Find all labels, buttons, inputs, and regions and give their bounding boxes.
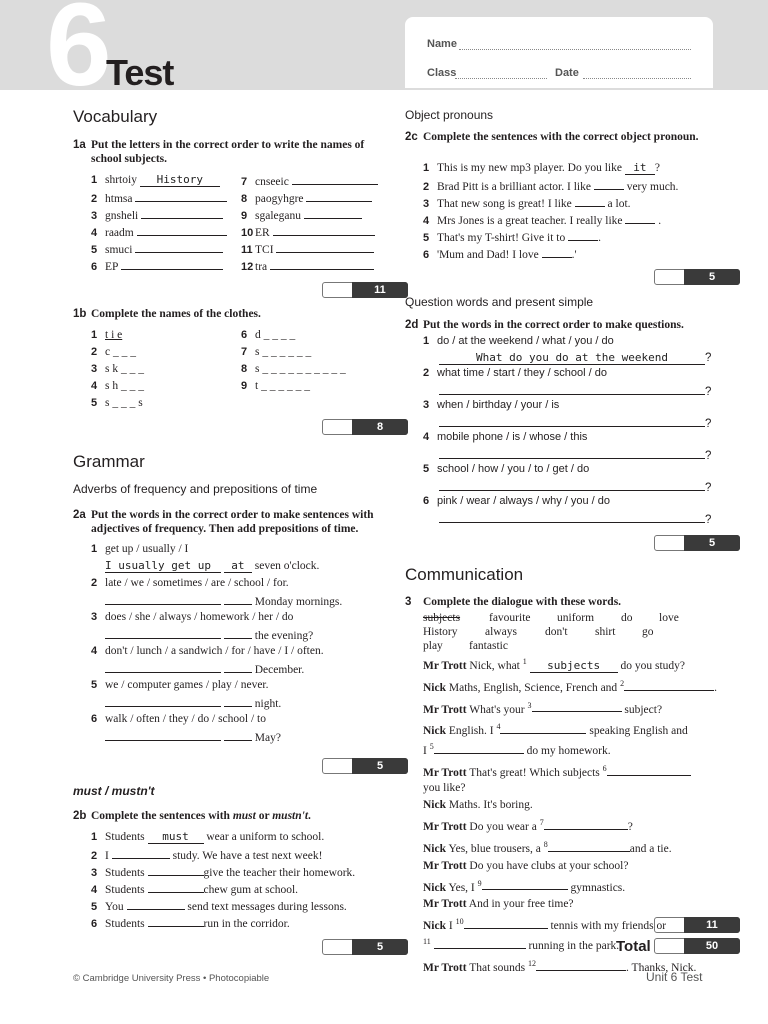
object-pronouns-subheading: Object pronouns (405, 108, 494, 122)
grammar-heading: Grammar (73, 452, 145, 471)
word-box (423, 611, 723, 653)
class-field[interactable] (455, 78, 547, 79)
dialogue-line: Nick I $^{10}$ tennis with my friends or (423, 917, 667, 933)
list-item: 8 paogyhgre (241, 189, 386, 206)
word-item: uniform (557, 612, 595, 624)
answer-field[interactable] (135, 240, 223, 253)
list-item: 3 Students give the teacher their homework. (91, 863, 391, 880)
answer-field[interactable] (148, 863, 204, 876)
word-item: History (423, 626, 458, 638)
answer-field[interactable] (135, 189, 227, 202)
exercise-2a-list: 1 get up / usually / I I usually get up at seven o'clock. 2 late / we / sometimes / are / school / for. Monday mornings. 3 does / she / always / homework / her / do the evening? 4 don't / lunch / a sandwich / for / have / I / often. December. 5 we / computer games / play / never. night. 6 walk / often / they / do / school / to May? (91, 541, 391, 745)
list-item: 5 we / computer games / play / never. (91, 679, 269, 691)
dialogue-line: Mr Trott Do you wear a $^7$ ? (423, 817, 633, 833)
list-item: 6 pink / wear / always / why / you / do (423, 495, 611, 507)
word-item: favourite (489, 612, 531, 624)
answer-field[interactable] (306, 189, 372, 202)
list-item: 9 sgaleganu (241, 206, 386, 223)
instruction-1a: 1a Put the letters in the correct order to write the names of school subjects. (73, 139, 365, 165)
answer-field[interactable] (148, 880, 204, 893)
list-item: 6 Students run in the corridor. (91, 914, 391, 931)
answer-field[interactable] (137, 223, 227, 236)
list-item: 4 raadm (91, 223, 236, 240)
list-item: 6 'Mum and Dad! I love .' (423, 245, 723, 262)
answer-field[interactable]: What do you do at the weekend (439, 352, 705, 365)
list-item: 4 don't / lunch / a sandwich / for / have / I / often. (91, 645, 324, 657)
answer-field[interactable] (568, 228, 598, 241)
list-item: 6 d _ _ _ _ (241, 329, 296, 341)
list-item: 6 EP (91, 257, 236, 274)
answer-field[interactable] (536, 958, 626, 971)
answer-field[interactable]: I usually get up (105, 560, 221, 573)
dialogue-line: Mr Trott Do you have clubs at your school? (423, 859, 629, 872)
word-item: love (659, 612, 679, 624)
list-item: 6 walk / often / they / do / school / to (91, 713, 266, 725)
page-title: Test (106, 52, 174, 93)
dialogue: Mr Trott Nick, what $^1$ subjects do you study? Nick Maths, English, Science, French and $^2$ . Mr Trott What's your $^3$ subject? Nick English. I $^4$ speaking English and I $^5$ do my homework. Mr Trott That's great! Which subjects $^6$ you like? Nick Maths. It's boring. Mr Trott Do you wear a $^7$ ? Nick Yes, blue trousers, a $^8$ and a tie. Mr Trott Do you have clubs at your school? Nick Yes, I $^9$ gymnastics. Mr Trott And in your free time? Nick I $^{10}$ tennis with my friends or $^{11}$ running in the park. Mr Trott That sounds $^{12}$ . Thanks, Nick. (423, 654, 723, 976)
preposition-field[interactable]: at (224, 560, 252, 573)
answer-field[interactable] (439, 478, 705, 491)
word-item: do (621, 612, 633, 624)
list-item: 4 mobile phone / is / whose / this (423, 431, 588, 443)
instruction-2c: 2c Complete the sentences with the correct object pronoun. (405, 131, 699, 143)
exercise-2d-list: 1 do / at the weekend / what / you / do What do you do at the weekend ? 2 what time / start / they / school / do ? 3 when / birthday / your / is ? 4 mobile phone / is / whose / this ? 5 school / how / you / to / get / do ? 6 pink / wear / always / why / you / do ? (423, 333, 723, 527)
word-item: play (423, 640, 443, 652)
list-item: 12 tra (241, 257, 386, 274)
list-item: 1 This is my new mp3 player. Do you like it ? (423, 161, 660, 174)
list-item: 11 TCI (241, 240, 386, 257)
list-item: 3 when / birthday / your / is (423, 399, 560, 411)
instruction-2d: 2d Put the words in the correct order to make questions. (405, 319, 684, 331)
dialogue-line: Nick Maths. It's boring. (423, 798, 533, 811)
score-box-3: 11 (654, 917, 740, 933)
word-item: shirt (595, 626, 616, 638)
answer-field[interactable] (434, 741, 524, 754)
class-label: Class (427, 67, 457, 79)
answer-field[interactable] (544, 817, 628, 830)
answer-field[interactable] (276, 240, 374, 253)
list-item: 2 what time / start / they / school / do (423, 367, 607, 379)
list-item: 3 gnsheli (91, 206, 236, 223)
answer-field[interactable] (464, 916, 548, 929)
answer-field[interactable] (105, 660, 221, 673)
list-item: 1 t i e (91, 329, 123, 341)
list-item: 2 I study. We have a test next week! (91, 846, 391, 863)
word-item: fantastic (469, 640, 508, 652)
list-item: 1 get up / usually / I (91, 543, 189, 555)
name-field[interactable] (459, 49, 691, 50)
answer-field[interactable] (121, 257, 223, 270)
list-item: 2 Brad Pitt is a brilliant actor. I like very much. (423, 177, 723, 194)
dialogue-line: Mr Trott That sounds $^{12}$ . Thanks, Nick. (423, 959, 697, 974)
list-item: 2 late / we / sometimes / are / school / for. (91, 577, 289, 589)
dialogue-line: Nick Yes, I $^9$ gymnastics. (423, 878, 626, 894)
answer-field[interactable] (439, 446, 705, 459)
answer-field[interactable] (304, 206, 362, 219)
preposition-field[interactable] (224, 728, 252, 741)
answer-field[interactable] (105, 728, 221, 741)
page-footer-unit: Unit 6 Test (646, 970, 703, 984)
list-item: 10 ER (241, 223, 386, 240)
preposition-field[interactable] (224, 626, 252, 639)
instruction-3: 3 Complete the dialogue with these words. (405, 596, 622, 608)
list-item: 3 That new song is great! I like a lot. (423, 194, 723, 211)
list-item: 3 does / she / always / homework / her / do (91, 611, 294, 623)
exercise-2c-list (423, 160, 723, 262)
copyright: © Cambridge University Press • Photocopiable (73, 973, 270, 984)
answer-field[interactable] (105, 694, 221, 707)
list-item: 4 s h _ _ _ (91, 380, 144, 392)
answer-field[interactable]: subjects (530, 660, 618, 673)
grammar-subheading: Adverbs of frequency and prepositions of time (73, 482, 318, 496)
answer-field[interactable] (542, 245, 572, 258)
score-box-2c: 5 (654, 269, 740, 285)
answer-field[interactable] (148, 914, 204, 927)
dialogue-line: Mr Trott That's great! Which subjects $^6$ (423, 761, 723, 781)
list-item: 4 Mrs Jones is a great teacher. I really like . (423, 211, 723, 228)
answer-field[interactable] (292, 172, 378, 185)
answer-field[interactable]: must (148, 831, 204, 844)
score-box-2a: 5 (322, 758, 408, 774)
list-item: 2 htmsa (91, 189, 236, 206)
answer-field[interactable] (500, 721, 586, 734)
dialogue-line: Mr Trott Nick, what $^1$ subjects do you study? (423, 657, 686, 672)
answer-field[interactable] (439, 510, 705, 523)
list-item: 1 do / at the weekend / what / you / do (423, 335, 614, 347)
word-item: don't (545, 626, 568, 638)
list-item: 1 Students must wear a uniform to school. (91, 830, 325, 843)
question-words-subheading: Question words and present simple (405, 295, 594, 309)
answer-field[interactable] (105, 592, 221, 605)
answer-field[interactable] (112, 846, 170, 859)
total-score-box: 50 (654, 938, 740, 954)
list-item: 2 c _ _ _ (91, 346, 136, 358)
score-box-1b: 8 (322, 419, 408, 435)
answer-field[interactable]: it (625, 162, 655, 175)
list-item: 1 shrtoiy History (91, 172, 236, 189)
preposition-field[interactable] (224, 660, 252, 673)
answer-field[interactable] (105, 626, 221, 639)
answer-field[interactable] (439, 382, 705, 395)
list-item: 5 school / how / you / to / get / do (423, 463, 590, 475)
list-item: 7 cnseeic (241, 172, 386, 189)
score-box-2d: 5 (654, 535, 740, 551)
list-item: 4 Students chew gum at school. (91, 880, 391, 897)
dialogue-line: Mr Trott And in your free time? (423, 898, 574, 911)
communication-heading: Communication (405, 565, 524, 584)
instruction-1b: 1b Complete the names of the clothes. (73, 308, 261, 320)
list-item: 5 smuci (91, 240, 236, 257)
list-item: 5 That's my T-shirt! Give it to . (423, 228, 723, 245)
answer-field[interactable] (482, 877, 568, 890)
answer-field[interactable]: History (140, 174, 220, 187)
exercise-2b-list (91, 829, 391, 931)
score-box-1a: 11 (322, 282, 408, 298)
list-item: 5 s _ _ _ s (91, 397, 143, 409)
answer-field[interactable] (607, 763, 691, 776)
answer-field[interactable] (624, 678, 714, 691)
instruction-2a: 2a Put the words in the correct order to make sentences with adjectives of frequency. Then add prepositions of time. (73, 509, 374, 535)
answer-field[interactable] (548, 839, 630, 852)
dialogue-line: Mr Trott What's your $^3$ subject? (423, 700, 663, 716)
list-item: 8 s _ _ _ _ _ _ _ _ _ _ (241, 363, 346, 375)
instruction-2b: 2b Complete the sentences with must or mustn't. (73, 810, 311, 822)
answer-field[interactable] (273, 223, 375, 236)
word-item: subjects (423, 612, 461, 624)
total-label: Total (616, 938, 651, 955)
must-subheading: must / mustn't (73, 784, 155, 798)
answer-field[interactable] (127, 897, 185, 910)
vocabulary-heading: Vocabulary (73, 107, 158, 126)
answer-field[interactable] (594, 177, 624, 190)
dialogue-line: Nick Maths, English, Science, French and $^2$ . (423, 678, 717, 694)
list-item: 7 s _ _ _ _ _ _ (241, 346, 312, 358)
student-info-box (405, 17, 713, 88)
answer-field[interactable] (141, 206, 223, 219)
preposition-field[interactable] (224, 694, 252, 707)
word-item: go (642, 626, 654, 638)
preposition-field[interactable] (224, 592, 252, 605)
name-label: Name (427, 38, 457, 50)
date-label: Date (555, 67, 579, 79)
answer-field[interactable] (575, 194, 605, 207)
date-field[interactable] (583, 78, 691, 79)
list-item: 9 t _ _ _ _ _ _ (241, 380, 310, 392)
answer-field[interactable] (434, 936, 526, 949)
dialogue-line: Nick Yes, blue trousers, a $^8$ and a tie. (423, 839, 672, 855)
answer-field[interactable] (270, 257, 374, 270)
dialogue-line: Nick English. I $^4$ speaking English and (423, 722, 688, 738)
word-item: always (485, 626, 517, 638)
unit-number: 6 (46, 0, 112, 111)
score-box-2b: 5 (322, 939, 408, 955)
list-item: 5 You send text messages during lessons. (91, 897, 391, 914)
answer-field[interactable] (439, 414, 705, 427)
list-item: 3 s k _ _ _ (91, 363, 144, 375)
answer-field[interactable] (625, 211, 655, 224)
answer-field[interactable] (532, 699, 622, 712)
